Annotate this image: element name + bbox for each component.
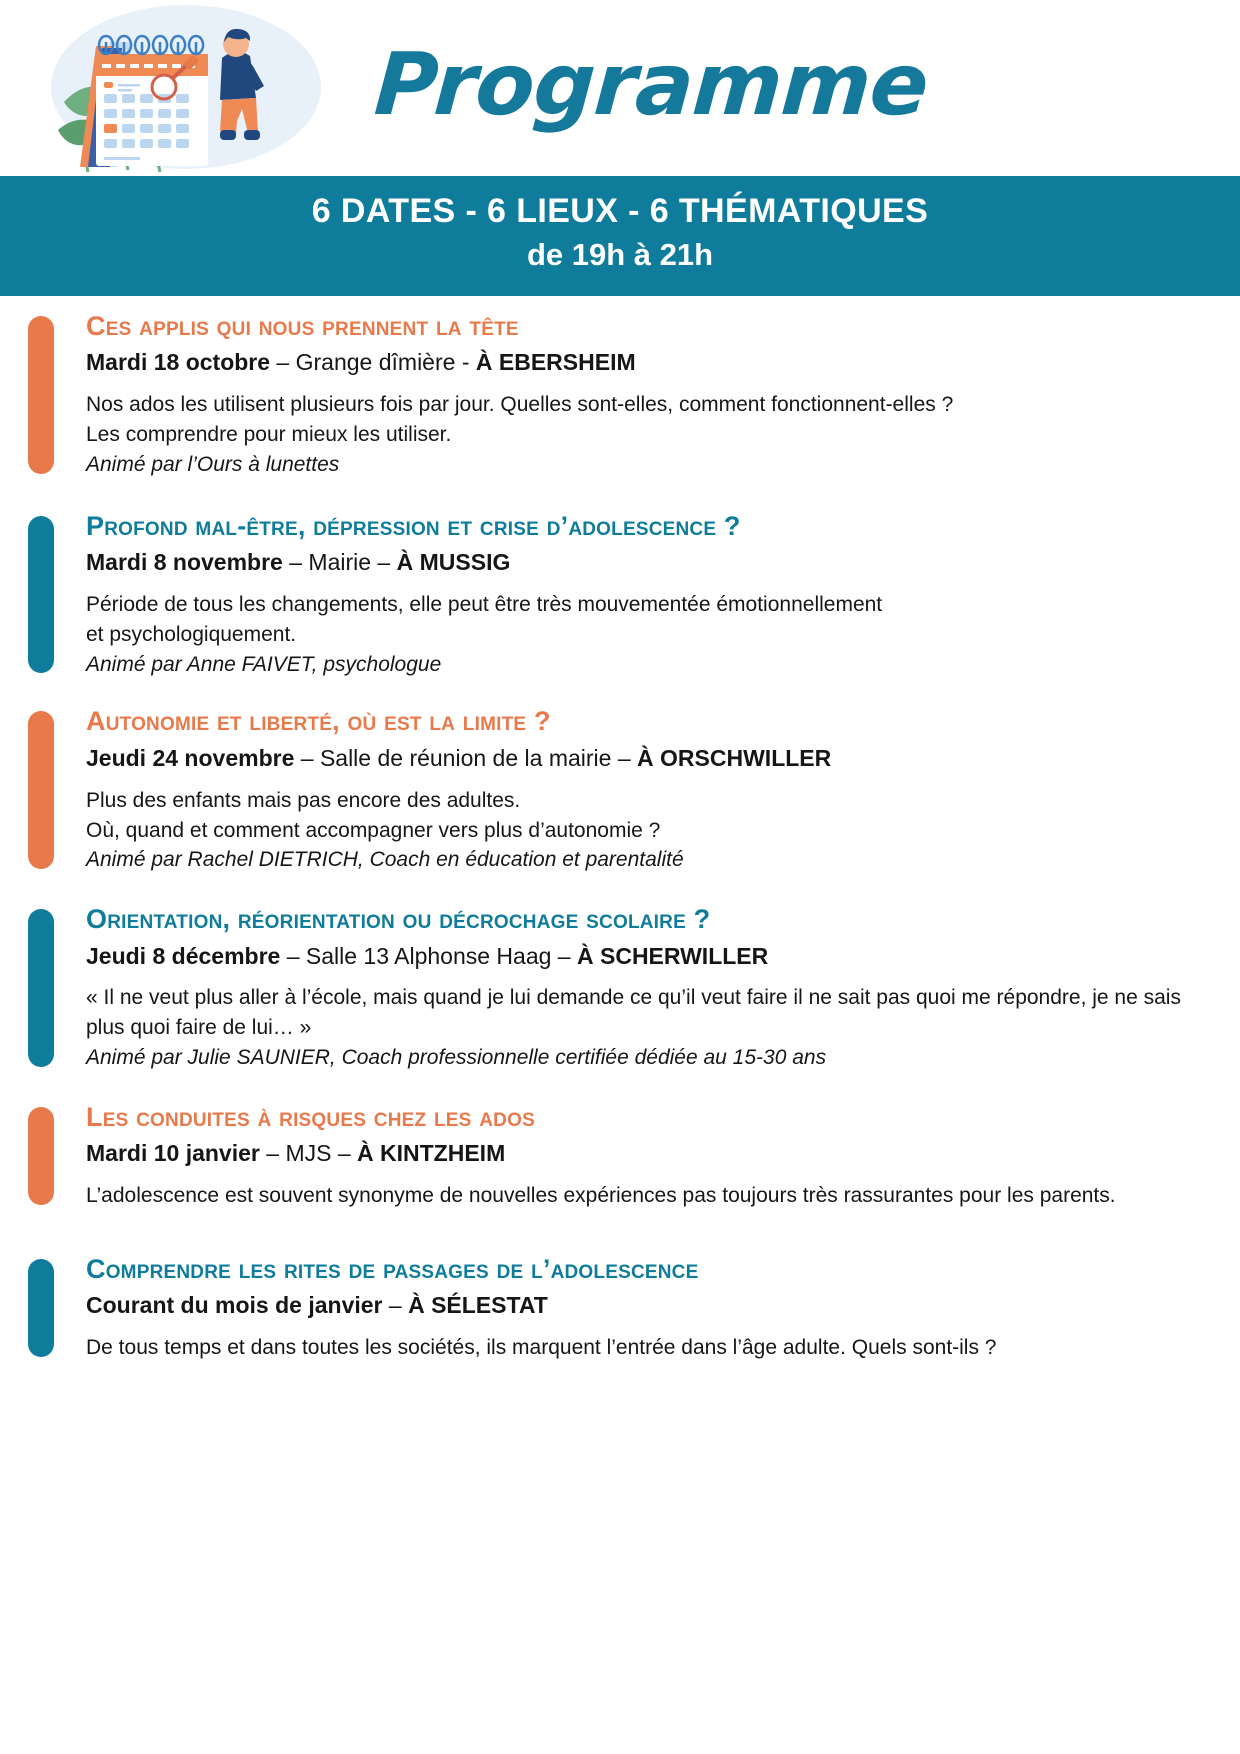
- session-description-line: Période de tous les changements, elle peut être très mouvementée émotionnellement: [86, 593, 883, 616]
- session-sep-2: –: [551, 942, 577, 969]
- session-title: Orientation, réorientation ou décrochage scolaire ?: [86, 904, 711, 935]
- session-date: Jeudi 8 décembre: [86, 942, 281, 969]
- session-item: [0, 705, 1240, 875]
- session-title: Profond mal-être, dépression et crise d’adolescence ?: [86, 510, 741, 541]
- session-animator: Animé par l’Ours à lunettes: [86, 452, 340, 476]
- accent-bar: [28, 1107, 54, 1205]
- session-venue: Salle 13 Alphonse Haag: [305, 942, 552, 969]
- session-animator: Animé par Julie SAUNIER, Coach professionnelle certifiée dédiée au 15-30 ans: [86, 1046, 827, 1070]
- session-sep-1: –: [280, 942, 306, 969]
- session-date: Jeudi 24 novembre: [86, 744, 295, 771]
- accent-bar: [28, 1259, 54, 1357]
- session-sep-1: –: [382, 1292, 409, 1319]
- session-description-line: Plus des enfants mais pas encore des adultes.: [86, 788, 521, 812]
- session-city: À EBERSHEIM: [475, 349, 636, 376]
- session-sep-2: -: [455, 349, 476, 376]
- session-title: Autonomie et liberté, où est la limite ?: [86, 706, 551, 737]
- session-meta: [86, 348, 1206, 378]
- session-description-line: Nos ados les utilisent plusieurs fois par jour. Quelles sont-elles, comment fonctionnent-elles ?: [86, 393, 954, 417]
- session-item: [0, 510, 1240, 680]
- session-sep-1: –: [282, 549, 309, 576]
- program-wordmark: Programme: [371, 35, 931, 135]
- session-date: Mardi 10 janvier: [86, 1140, 260, 1167]
- session-sep-2: –: [331, 1140, 358, 1167]
- session-sep-2: –: [371, 549, 397, 576]
- session-meta: [86, 942, 1206, 972]
- session-sep-1: –: [294, 744, 320, 771]
- accent-bar: [28, 316, 54, 474]
- session-list: [0, 296, 1240, 1363]
- session-venue: MJS: [285, 1140, 332, 1167]
- session-city: À KINTZHEIM: [357, 1140, 506, 1167]
- session-description: [86, 590, 1206, 650]
- session-city: À MUSSIG: [396, 549, 511, 576]
- session-description: [86, 390, 1206, 450]
- session-venue: Mairie: [308, 549, 372, 576]
- session-city: À SCHERWILLER: [577, 942, 769, 969]
- session-animator: Animé par Anne FAIVET, psychologue: [86, 652, 442, 676]
- session-venue: Grange dîmière: [295, 349, 456, 376]
- session-city: À SÉLESTAT: [408, 1292, 548, 1319]
- session-date: Mardi 18 octobre: [86, 349, 271, 376]
- session-item: [0, 903, 1240, 1073]
- accent-bar: [28, 711, 54, 869]
- session-description-line: et psychologiquement.: [86, 622, 297, 646]
- session-title: Les conduites à risques chez les ados: [86, 1101, 535, 1132]
- session-description-line: « Il ne veut plus aller à l’école, mais quand je lui demande ce qu’il veut faire il ne sait pas quoi me répondre, je ne sais plus quoi faire de lui… »: [86, 986, 1181, 1040]
- accent-bar: [28, 516, 54, 674]
- session-item: [0, 1253, 1240, 1363]
- info-banner: [0, 176, 1240, 296]
- accent-bar: [28, 909, 54, 1067]
- session-title: Comprendre les rites de passages de l’adolescence: [86, 1253, 699, 1284]
- session-meta: [86, 1139, 1206, 1169]
- session-date: Courant du mois de janvier: [86, 1292, 383, 1319]
- page-header: [0, 0, 1240, 176]
- session-venue: Salle de réunion de la mairie: [319, 744, 612, 771]
- session-description-line: Les comprendre pour mieux les utiliser.: [86, 423, 452, 447]
- banner-dates-line: 6 DATES - 6 LIEUX - 6 THÉMATIQUES: [311, 192, 929, 230]
- session-sep-1: –: [270, 349, 296, 376]
- session-item: [0, 1101, 1240, 1211]
- page-title: [371, 10, 931, 160]
- session-sep-2: –: [611, 744, 638, 771]
- session-animator: Animé par Rachel DIETRICH, Coach en éducation et parentalité: [86, 848, 684, 872]
- banner-time-line: de 19h à 21h: [526, 236, 714, 272]
- session-description: [86, 983, 1206, 1043]
- session-meta: [86, 744, 1206, 774]
- session-meta: [86, 1291, 1206, 1321]
- session-description: [86, 1181, 1206, 1211]
- session-description-line: De tous temps et dans toutes les sociétés, ils marquent l’entrée dans l’âge adulte. Quels sont-ils ?: [86, 1336, 997, 1360]
- session-description-line: L’adolescence est souvent synonyme de nouvelles expériences pas toujours très rassurantes pour les parents.: [86, 1184, 1116, 1208]
- session-item: [0, 310, 1240, 480]
- session-description: [86, 786, 1206, 846]
- session-description: [86, 1333, 1206, 1363]
- session-meta: [86, 548, 1206, 578]
- session-city: À ORSCHWILLER: [637, 744, 832, 771]
- session-date: Mardi 8 novembre: [86, 549, 283, 576]
- calendar-person-illustration: [36, 2, 366, 176]
- session-title: Ces applis qui nous prennent la tête: [86, 311, 519, 341]
- session-sep-1: –: [259, 1140, 286, 1167]
- session-description-line: Où, quand et comment accompagner vers plus d’autonomie ?: [86, 818, 661, 842]
